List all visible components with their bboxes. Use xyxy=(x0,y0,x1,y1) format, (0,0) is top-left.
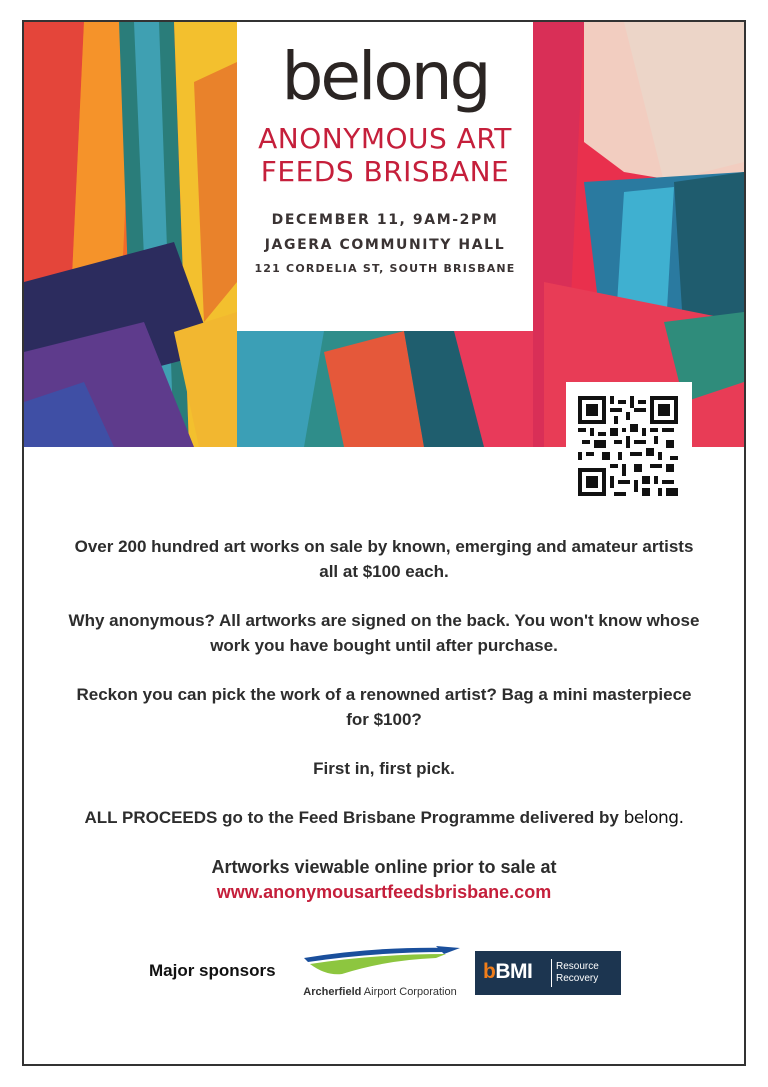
description-proceeds xyxy=(64,805,704,831)
event-title-card xyxy=(237,22,533,331)
bmi-mark-b: b xyxy=(483,960,496,983)
proceeds-text: ALL PROCEEDS go to the Feed Brisbane Programme delivered by xyxy=(84,808,619,827)
event-description xyxy=(64,534,704,905)
archerfield-text xyxy=(296,986,464,998)
belong-inline-logo: belong. xyxy=(623,808,684,828)
archerfield-bold: Archerfield xyxy=(303,986,362,998)
event-details xyxy=(237,208,533,280)
qr-code[interactable] xyxy=(566,382,692,508)
archerfield-swoosh-icon xyxy=(296,944,464,984)
event-venue: JAGERA COMMUNITY HALL xyxy=(264,237,506,253)
belong-logo: belong xyxy=(281,38,489,115)
event-title-line2: FEEDS BRISBANE xyxy=(260,155,510,188)
bmi-subtitle-line2: Recovery xyxy=(556,973,599,984)
description-first-pick: First in, first pick. xyxy=(313,759,455,778)
sponsors-label: Major sponsors xyxy=(149,961,276,980)
website-link[interactable]: www.anonymousartfeedsbrisbane.com xyxy=(216,882,552,902)
bmi-divider xyxy=(551,959,552,987)
archerfield-rest: Airport Corporation xyxy=(361,986,457,998)
event-address: 121 CORDELIA ST, SOUTH BRISBANE xyxy=(254,262,516,275)
bmi-mark-text: BMI xyxy=(495,960,533,983)
qr-code-icon xyxy=(578,396,678,496)
poster-frame xyxy=(22,20,746,1066)
bmi-logo xyxy=(475,951,621,995)
description-challenge: Reckon you can pick the work of a renowned artist? Bag a mini masterpiece for $100? xyxy=(76,685,692,729)
archerfield-logo xyxy=(296,944,464,1002)
bmi-subtitle-line1: Resource xyxy=(556,961,599,972)
bmi-subtitle xyxy=(556,961,599,985)
description-pricing: Over 200 hundred art works on sale by known, emerging and amateur artists all at $100 each. xyxy=(74,537,694,581)
online-intro: Artworks viewable online prior to sale at xyxy=(211,857,557,877)
event-date: DECEMBER 11, 9AM-2PM xyxy=(271,212,499,228)
description-anonymous: Why anonymous? All artworks are signed on the back. You won't know whose work you have bought until after purchase. xyxy=(68,611,700,655)
bmi-mark xyxy=(483,960,532,984)
event-title-line1: ANONYMOUS ART xyxy=(258,122,512,155)
event-title xyxy=(237,122,533,188)
